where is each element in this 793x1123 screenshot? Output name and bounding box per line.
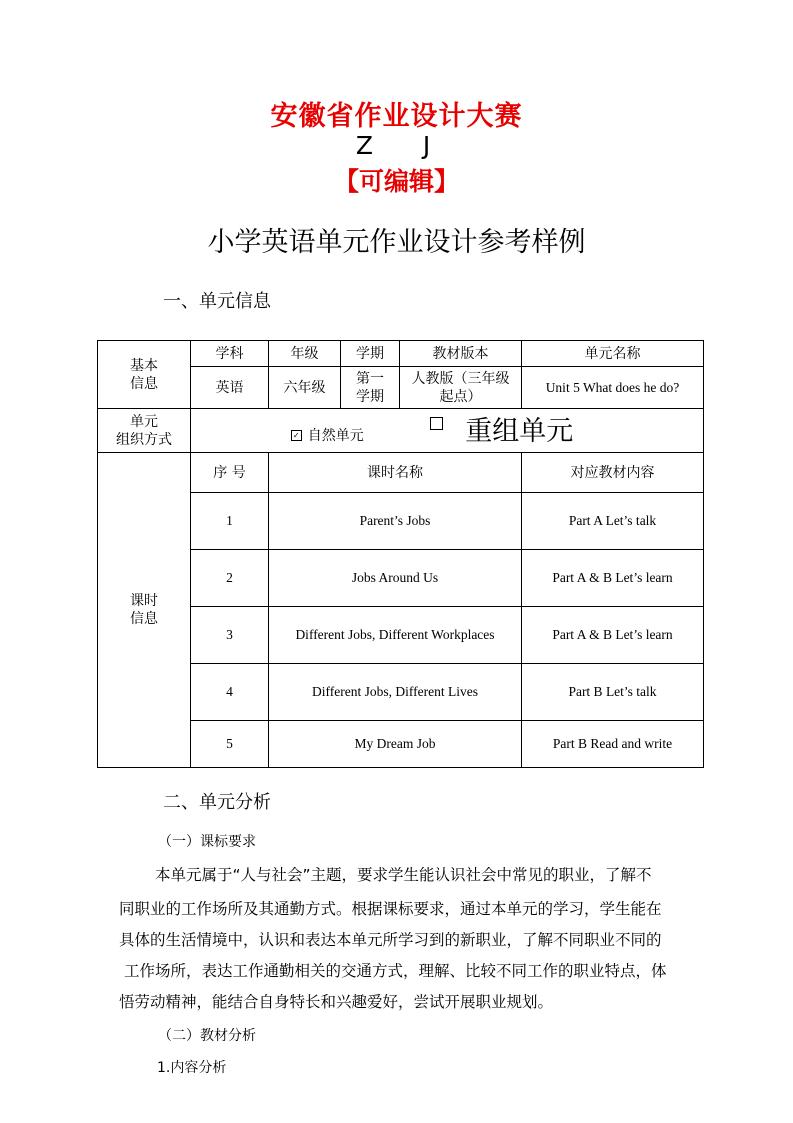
section-heading-unit-analysis: 二、单元分析 [163, 792, 271, 813]
paragraph-line: 具体的生活情境中，认识和表达本单元所学习到的新职业，了解不同职业不同的 [119, 931, 662, 949]
subject-value: 英语 [191, 367, 269, 409]
lesson-name: My Dream Job [269, 721, 522, 768]
header-unit-name: 单元名称 [522, 341, 704, 367]
lesson-name: Parent’s Jobs [269, 493, 522, 550]
paragraph-line: 悟劳动精神，能结合自身特长和兴趣爱好，尝试开展职业规划。 [119, 993, 554, 1011]
contest-title: 安徽省作业设计大赛 [270, 101, 523, 132]
lesson-content: Part A & B Let’s learn [522, 550, 704, 607]
header-subject: 学科 [191, 341, 269, 367]
lesson-name: Different Jobs, Different Workplaces [269, 607, 522, 664]
z-letter: Z [355, 131, 376, 160]
section-heading-unit-info: 一、单元信息 [163, 291, 271, 312]
unit-name-value: Unit 5 What does he do? [522, 367, 704, 409]
zj-line [0, 131, 793, 160]
subheading-textbook: （二）教材分析 [158, 1028, 256, 1044]
j-letter: J [422, 131, 433, 160]
header-edition: 教材版本 [400, 341, 522, 367]
unit-info-table [97, 340, 704, 768]
natural-unit-checkbox[interactable]: ✓ [291, 430, 302, 441]
lesson-content: Part A Let’s talk [522, 493, 704, 550]
paragraph-line: 工作场所，表达工作通勤相关的交通方式，理解、比较不同工作的职业特点，体 [124, 962, 667, 980]
lesson-name: Jobs Around Us [269, 550, 522, 607]
header-lesson-name: 课时名称 [269, 453, 522, 493]
paragraph-line: 同职业的工作场所及其通勤方式。根据课标要求，通过本单元的学习，学生能在 [119, 900, 662, 918]
lesson-content: Part B Read and write [522, 721, 704, 768]
lesson-content: Part B Let’s talk [522, 664, 704, 721]
term-value: 第一 学期 [341, 367, 400, 409]
grade-value: 六年级 [269, 367, 341, 409]
subheading-content-analysis: 1.内容分析 [157, 1060, 227, 1076]
lesson-no: 2 [191, 550, 269, 607]
header-term: 学期 [341, 341, 400, 367]
document-title: 小学英语单元作业设计参考样例 [207, 227, 586, 258]
header-grade: 年级 [269, 341, 341, 367]
natural-unit-label: 自然单元 [307, 427, 364, 444]
paragraph-line: 本单元属于“人与社会”主题，要求学生能认识社会中常见的职业，了解不 [155, 866, 652, 884]
lesson-no: 5 [191, 721, 269, 768]
lesson-name: Different Jobs, Different Lives [269, 664, 522, 721]
basic-info-label: 基本 信息 [98, 341, 191, 409]
editable-tag: 【可编辑】 [333, 167, 459, 196]
organization-label: 单元 组织方式 [98, 409, 191, 453]
lesson-no: 1 [191, 493, 269, 550]
organization-options [191, 409, 704, 453]
lesson-no: 3 [191, 607, 269, 664]
regroup-unit-checkbox[interactable] [430, 417, 443, 430]
regroup-unit-label: 重组单元 [465, 415, 574, 447]
header-lesson-content: 对应教材内容 [522, 453, 704, 493]
subheading-curriculum: （一）课标要求 [158, 834, 256, 850]
header-lesson-no: 序 号 [191, 453, 269, 493]
edition-value: 人教版（三年级 起点） [400, 367, 522, 409]
lesson-info-label: 课时 信息 [98, 453, 191, 768]
lesson-no: 4 [191, 664, 269, 721]
lesson-content: Part A & B Let’s learn [522, 607, 704, 664]
